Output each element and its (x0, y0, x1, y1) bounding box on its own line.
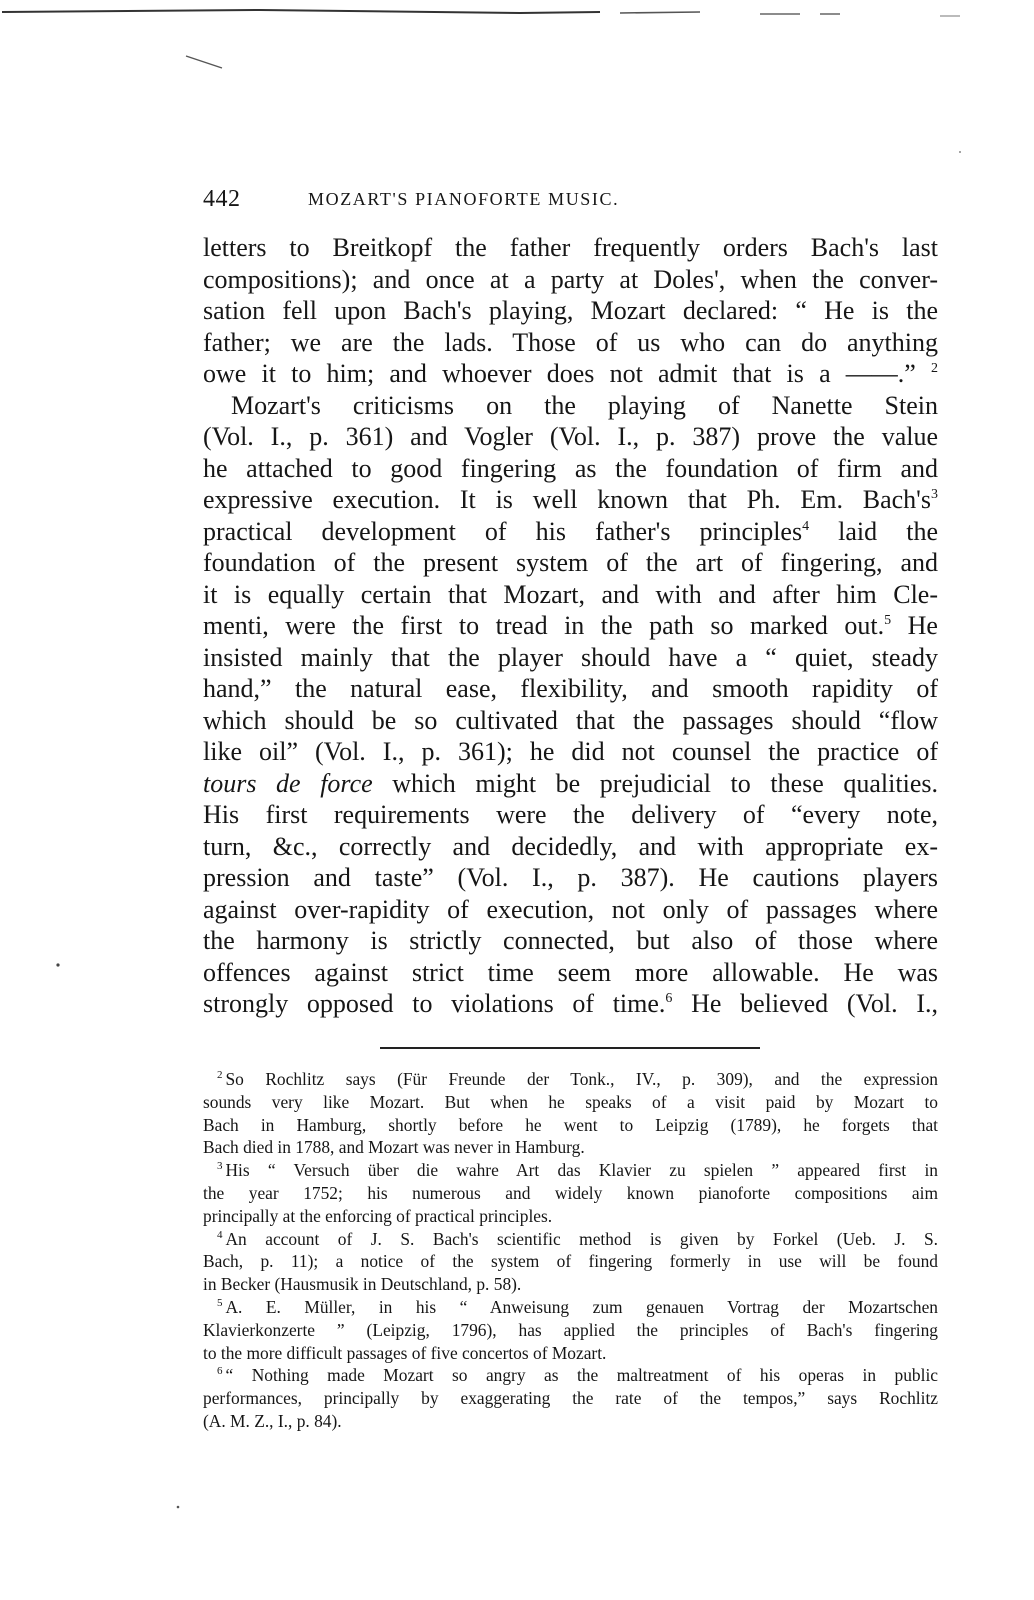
body-line: tours de force which might be prejudicial to these qualities. (203, 768, 938, 798)
body-line: hand,” the natural ease, flexibility, and smooth rapidity of (203, 674, 938, 703)
footnote-2 (203, 1068, 938, 1159)
footnote-ref: 3 (931, 487, 938, 502)
body-line: letters to Breitkopf the father frequently orders Bach's last (203, 233, 938, 262)
body-line: turn, &c., correctly and decidedly, and with appropriate ex- (203, 831, 938, 861)
footnote-ref: 2 (931, 361, 939, 376)
footnote-rule (380, 1047, 760, 1049)
body-line: practical development of his father's principles$^4$ laid the (203, 516, 938, 546)
body-line: foundation of the present system of the art of fingering, and (203, 548, 938, 577)
footnote-line: sounds very like Mozart. But when he speaks of a visit paid by Mozart to (203, 1091, 938, 1112)
page-number: 442 (203, 186, 241, 212)
body-line: Mozart's criticisms on the playing of Nanette Stein (231, 390, 938, 420)
footnote-marker: 6 (217, 1365, 223, 1378)
footnote-5 (203, 1296, 938, 1364)
body-line: sation fell upon Bach's playing, Mozart declared: “ He is the (203, 296, 938, 325)
footnote-ref: 4 (802, 518, 810, 534)
footnote-line: performances, principally by exaggerating the rate of the tempos,” says Rochlitz (203, 1388, 938, 1409)
footnote-line: $^6$ “ Nothing made Mozart so angry as the maltreatment of his operas in public (217, 1365, 938, 1386)
body-line: father; we are the lads. Those of us who can do anything (203, 327, 938, 357)
footnote-marker: 2 (217, 1069, 223, 1081)
footnote-6 (203, 1364, 938, 1432)
running-head: MOZART'S PIANOFORTE MUSIC. (308, 189, 620, 209)
body-line: pression and taste” (Vol. I., p. 387). He cautions players (203, 863, 938, 892)
body-line: against over-rapidity of execution, not only of passages where (203, 894, 938, 924)
footnote-line: $^4$ An account of J. S. Bach's scientific method is given by Forkel (Ueb. J. S. (217, 1228, 938, 1249)
body-line: menti, were the first to tread in the path so marked out.$^5$ He (203, 611, 938, 640)
footnote-marker: 4 (217, 1228, 223, 1241)
footnote-line: $^3$ His “ Versuch über die wahre Art das Klavier zu spielen ” appeared first in (217, 1160, 938, 1181)
body-line: compositions); and once at a party at Doles', when the conver- (203, 264, 938, 294)
body-line: (Vol. I., p. 361) and Vogler (Vol. I., p. 387) prove the value (203, 422, 938, 451)
footnote-ref: 6 (665, 991, 673, 1006)
footnote-line: to the more difficult passages of five concertos of Mozart. (203, 1342, 607, 1363)
footnote-4 (203, 1228, 938, 1296)
footnote-line: Bach in Hamburg, shortly before he went to Leipzig (1789), he forgets that (203, 1114, 938, 1135)
scan-artifact-top (0, 8, 1034, 18)
footnote-line: Klavierkonzerte ” (Leipzig, 1796), has applied the principles of Bach's fingering (203, 1319, 938, 1340)
body-line: His first requirements were the delivery of “every note, (203, 800, 938, 829)
footnotes (203, 1068, 938, 1433)
body-line: it is equally certain that Mozart, and with and after him Cle- (203, 579, 938, 609)
footnote-line: the year 1752; his numerous and widely known pianoforte compositions aim (203, 1182, 938, 1203)
body-line: insisted mainly that the player should have a “ quiet, steady (203, 642, 938, 672)
body-line: the harmony is strictly connected, but also of those where (203, 926, 938, 955)
footnote-line: (A. M. Z., I., p. 84). (203, 1410, 342, 1431)
footnote-line: Bach, p. 11); a notice of the system of fingering formerly in use will be found (203, 1251, 938, 1272)
footnote-3 (203, 1159, 938, 1227)
footnote-ref: 5 (884, 613, 892, 628)
body-line: owe it to him; and whoever does not admit that is a ——.” $^2$ (203, 359, 939, 388)
body-line: expressive execution. It is well known that Ph. Em. $Bach's^3$ (203, 485, 938, 514)
footnote-line: $^2$ So Rochlitz says (Für Freunde der Tonk., IV., p. 309), and the expression (217, 1069, 938, 1089)
footnote-marker: 5 (217, 1296, 223, 1309)
footnote-line: principally at the enforcing of practical principles. (203, 1205, 553, 1226)
page-header (203, 180, 938, 220)
footnote-line: $^5$ A. E. Müller, in his “ Anweisung zum genauen Vortrag der Mozartschen (217, 1296, 938, 1317)
body-line: which should be so cultivated that the passages should “flow (203, 705, 938, 735)
body-line: like oil” (Vol. I., p. 361); he did not counsel the practice of (203, 737, 938, 766)
body-text (203, 232, 938, 1020)
body-line: strongly opposed to violations of time.$^6$ He believed (Vol. I., (203, 989, 938, 1018)
footnote-marker: 3 (217, 1160, 223, 1173)
footnote-line: in Becker (Hausmusik in Deutschland, p. 58). (203, 1274, 522, 1295)
body-line: offences against strict time seem more allowable. He was (203, 957, 938, 987)
footnote-line: Bach died in 1788, and Mozart was never in Hamburg. (203, 1137, 585, 1158)
body-line: he attached to good fingering as the foundation of firm and (203, 453, 938, 483)
